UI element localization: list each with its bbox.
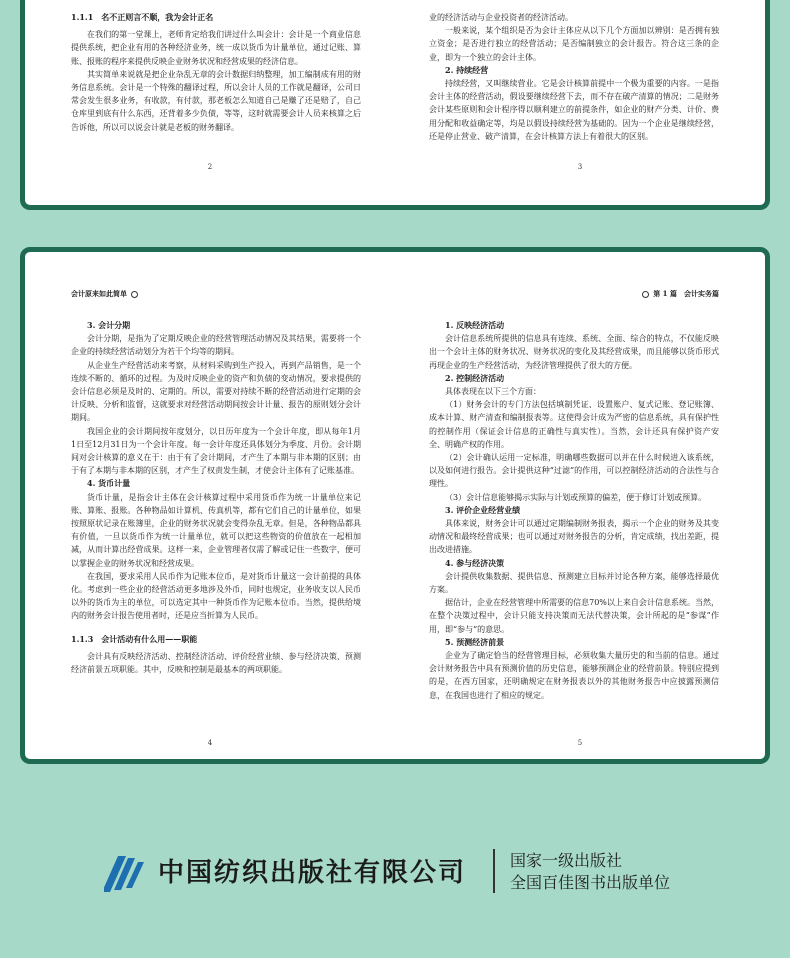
- publisher-footer: [0, 843, 790, 903]
- top-book-spread: [20, 0, 770, 210]
- page-number: 4: [207, 739, 213, 747]
- paragraph: 货币计量，是指会计主体在会计核算过程中采用货币作为统一计量单位来记账、算账、报账。各种物品如计算机、传真机等，都有它们自己的计量单位，如果按照原状记录在账簿里，企业的财务状况就会变得杂乱无章。但是，各种物品都具有价值，一旦以货币作为统一计量单位，就可以把这些物资的价值放在一起相加减，从而计算出经营成果。这样一来，企业管理者仅需了解或记住一些数字，便可以掌握企业的财务状况和经营成果。: [71, 492, 361, 568]
- paragraph: （3）会计信息能够揭示实际与计划或预算的偏差，便于修订计划或预算。: [445, 492, 707, 502]
- paragraph: 企业为了确定恰当的经营管理目标，必须收集大量历史的和当前的信息。通过会计财务报告中具有预测价值的历史信息，能够预测企业的经营前景。特别应提到的是，在西方国家，还明确规定在财务报表以外的其他财务报告中应披露预测信息，在我国也进行了相应的规定。: [429, 651, 719, 700]
- paragraph: 其实简单来说就是把企业杂乱无章的会计数据归纳整理，加工编制成有用的财务信息系统。会计是一个特殊的翻译过程，所以会计人员的工作就是翻译，公司日常会发生很多业务，有收款，有付款，那老板怎么知道自己是赚了还是赔了，自己仓库里到底有什么东西，还背着多少负债，等等，这时就需要会计人员来核算之后告诉他，所以可以说会计就是老板的财务翻译。: [71, 69, 361, 132]
- publisher-tagline-1: 国家一级出版社: [510, 851, 623, 870]
- page-5: [395, 252, 765, 759]
- paragraph: 在我国，要求采用人民币作为记账本位币，是对货币计量这一会计前提的具体化。考虑到一些企业的经营活动更多地涉及外币，同时也规定，业务收支以人民币以外的货币为主的单位，可以选定其中一种货币作为记账本位币。当然，提供给境内的财务会计报告使用者时，还是应当折算为人民币。: [71, 571, 361, 621]
- paragraph: 我国企业的会计期间按年度划分，以日历年度为一个会计年度，即从每年1月1日至12月31日为一个会计年度。每一会计年度还具体划分为季度、月份。会计期间对会计核算的意义在于：由于有了会计期间，才产生了本期与非本期的区别；由于有了本期与非本期的区别，才产生了权责发生制，才使会计主体有了记账基准。: [71, 426, 361, 476]
- part-title-label: 第 1 篇 会计实务篇: [653, 289, 719, 298]
- page-3: [395, 0, 765, 205]
- paragraph: 业的经济活动与企业投资者的经济活动。: [429, 13, 573, 22]
- subsection-title: 5. 预测经济前景: [445, 636, 505, 647]
- paragraph: 在我们的第一堂课上，老师肯定给我们讲过什么叫会计：会计是一个商业信息提供系统，把企业有用的各种经济业务，统一成以货币为计量单位，通过记账、算账、报账的程序来提供反映企业财务状况和经营成果的经济信息。: [71, 30, 361, 66]
- paragraph: 具体来说，财务会计可以通过定期编制财务报表，揭示一个企业的财务及其变动情况和最终经营成果；也可以通过对财务报告的分析，肯定成绩，找出差距，提出改进措施。: [429, 519, 719, 555]
- section-heading: 1.1.3 会计活动有什么用——职能: [71, 633, 198, 644]
- subsection-title: 4. 货币计量: [87, 478, 131, 489]
- publisher-tagline-2: 全国百佳图书出版单位: [510, 873, 671, 892]
- subsection-title: 1. 反映经济活动: [445, 320, 505, 330]
- subsection-title: 3. 会计分期: [87, 320, 131, 330]
- page-4: [25, 252, 395, 759]
- page-2: [25, 0, 395, 205]
- subsection-title: 2. 控制经济活动: [445, 372, 505, 383]
- paragraph: 从企业生产经营活动来考察，从材料采购到生产投入，再到产品销售，是一个连续不断的、循环的过程。为及时反映企业的资产和负债的变动情况，要求提供的会计信息必须是及时的、定期的。所以，需要对持续不断的经营活动进行定期的会计反映、分析和监督，这就要求对经营活动期间按会计计量、报告的原则划分会计期间。: [71, 360, 361, 423]
- paragraph: 会计分期，是指为了定期反映企业的经营管理活动情况及其结果，需要将一个企业的持续经营活动划分为若干个均等的期间。: [71, 334, 361, 357]
- page-number: 5: [577, 739, 583, 747]
- paragraph: （1）财务会计的专门方法包括填制凭证、设置账户、复式记账、登记账簿、成本计算、财产清查和编制报表等。这使得会计成为严密的信息系统，具有保护性的控制作用（保证会计信息的正确性与真实性）。当然，会计还具有保护资产安全、明确产权的作用。: [429, 400, 719, 449]
- paragraph: 持续经营，又叫继续营业。它是会计核算前提中一个极为重要的内容。一是指会计主体的经营活动，假设要继续经营下去，而不存在破产清算的情况；二是财务会计某些原则和会计程序得以顺利建立的前提条件，如企业的财产分类、计价、费用分配和收益确定等，均是以假设持续经营为基础的。因为一个企业是继续经营，还是停止营业、破产清算，在会计核算方法上有着很大的区别。: [429, 79, 719, 141]
- subsection-title: 4. 参与经济决策: [445, 557, 505, 568]
- publisher-name: 中国纺织出版社有限公司: [158, 858, 467, 888]
- paragraph: （2）会计确认运用一定标准，明确哪些数据可以并在什么时候进入该系统，以及如何进行报告。会计提供这种“过滤”的作用，可以控制经济活动的合法性与合理性。: [429, 453, 719, 489]
- paragraph: 具体表现在以下三个方面：: [445, 387, 541, 397]
- paragraph: 一般来说，某个组织是否为会计主体应从以下几个方面加以辨别：是否拥有独立资金；是否进行独立的经营活动；是否编制独立的会计报告。符合这三条的企业，即为一个独立的会计主体。: [429, 26, 719, 62]
- publisher-logo-icon: [104, 852, 148, 896]
- footer-divider: [493, 849, 495, 893]
- bottom-book-spread: [20, 247, 770, 764]
- subsection-title: 2. 持续经营: [445, 64, 489, 75]
- paragraph: 会计信息系统所提供的信息具有连续、系统、全面、综合的特点，不仅能反映出一个会计主体的财务状况、财务状况的变化及其经营成果，而且能够以货币形式再现企业的生产经营活动，为经济管理提供了很大的方便。: [429, 334, 719, 370]
- page-number: 3: [577, 163, 583, 171]
- book-title-label: 会计原来如此简单: [71, 289, 127, 298]
- subsection-title: 3. 评价企业经营业绩: [445, 504, 521, 515]
- page-number: 2: [207, 163, 213, 171]
- section-heading-1-1-1: 1.1.1 名不正则言不顺，我为会计正名: [71, 12, 214, 22]
- paragraph: 据估计，企业在经营管理中所需要的信息70%以上来自会计信息系统。当然，在整个决策过程中，会计只能支持决策而无法代替决策，会计所起的是“参谋”作用，即“参与”的意思。: [429, 598, 719, 634]
- paragraph: 会计具有反映经济活动、控制经济活动、评价经营业绩、参与经济决策、预测经济前景五项职能。其中，反映和控制是最基本的两项职能。: [71, 651, 361, 675]
- paragraph: 会计提供收集数据、提供信息、预测建立目标并讨论各种方案，能够选择最优方案。: [429, 571, 719, 595]
